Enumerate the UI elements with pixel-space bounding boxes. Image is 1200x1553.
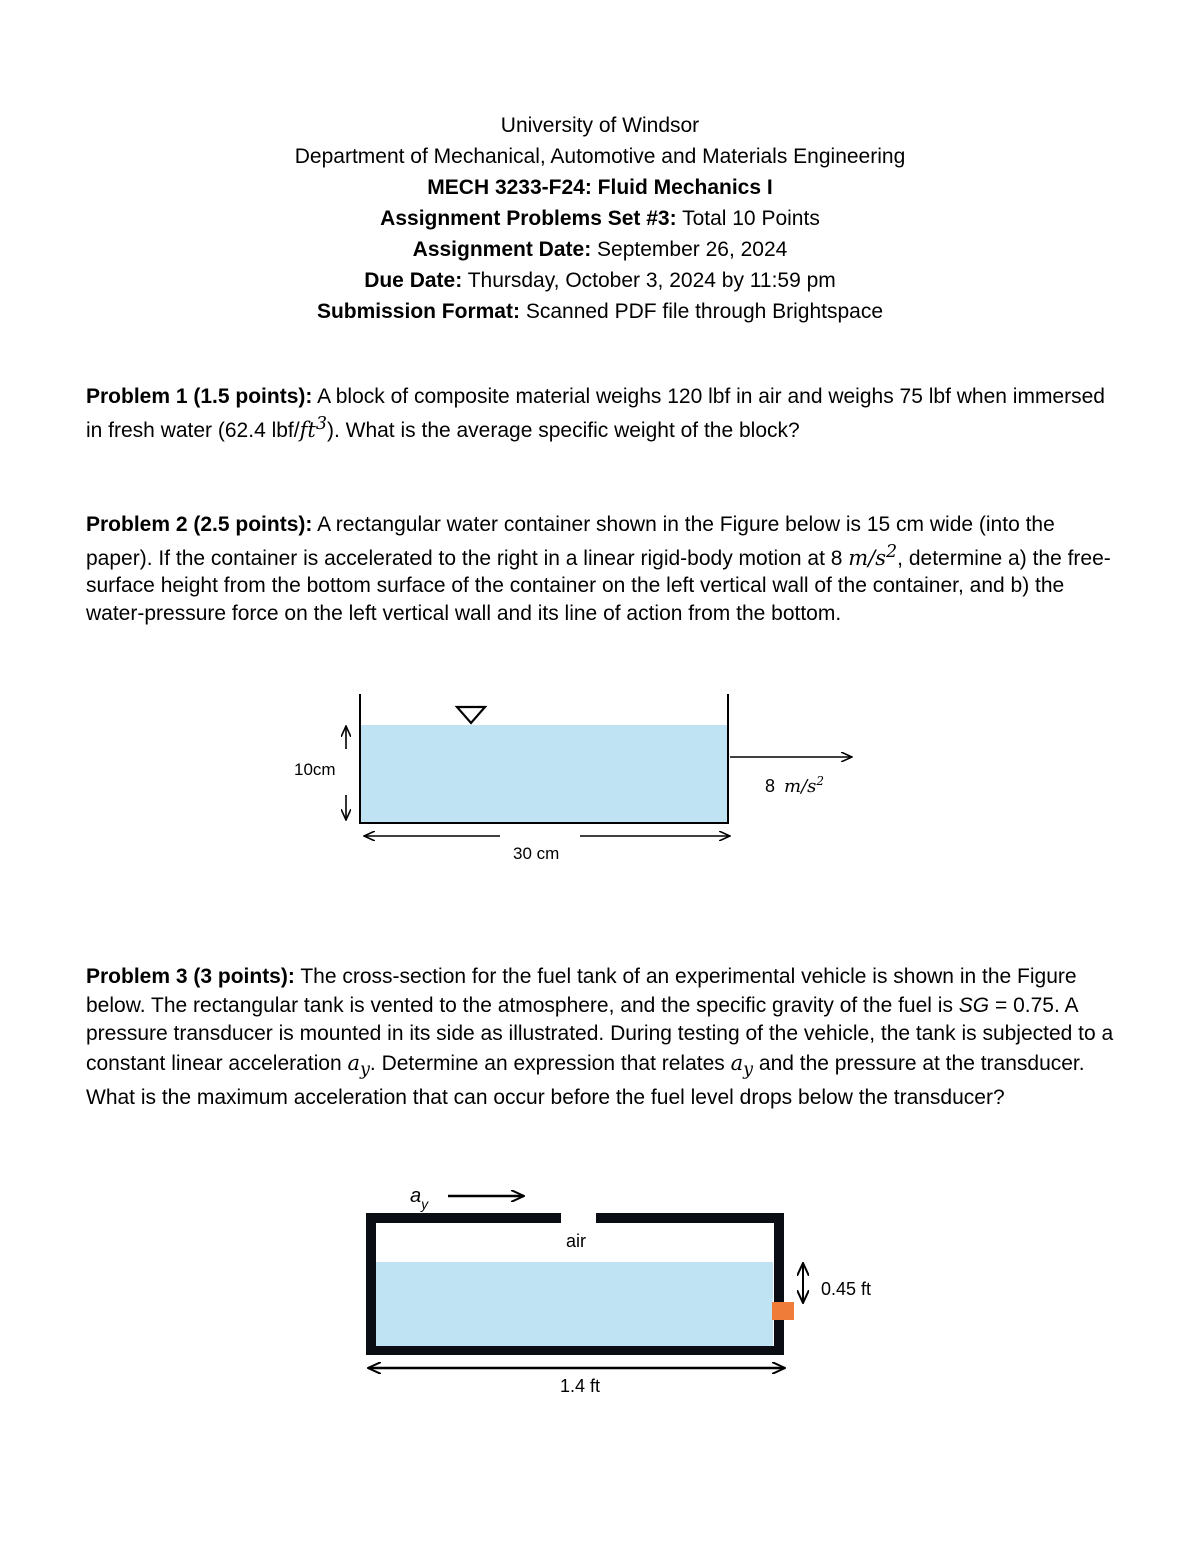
department-name: Department of Mechanical, Automotive and Materials Engineering [294, 145, 906, 168]
acceleration-unit-exponent: 2 [816, 774, 825, 788]
tank-accel-a: a [410, 1185, 422, 1207]
tank-top-left [366, 1213, 561, 1223]
acceleration-unit: m/s [784, 776, 817, 797]
free-surface-symbol-icon [457, 707, 485, 723]
fuel-body [375, 1262, 773, 1348]
problem-2-text-a: A rectangular water container shown in the Figure below is 15 cm wide (into the paper). If the container is accelerated to the right in a linear rigid-body motion at 8 [86, 513, 1055, 570]
problem-3-accel-a-2: a [730, 1050, 744, 1075]
due-date-value: Thursday, October 3, 2024 by 11:59 pm [467, 269, 836, 292]
problem-3 [86, 963, 1116, 1113]
problem-3-sg-value: = 0.75 [994, 993, 1054, 1017]
problem-2-text-b: , determine a) the free-surface height from the bottom surface of the container on the left vertical wall of the container, and b) the water-pressure force on the left vertical wall and its line of action from the bottom. [86, 546, 1111, 625]
problem-2-unit: m/s [848, 545, 887, 570]
due-date [0, 265, 1200, 296]
water-body [360, 725, 728, 823]
tank-acceleration-label [410, 1185, 429, 1212]
problem-2-title: Problem 2 (2.5 points): [86, 513, 313, 536]
document-header [0, 110, 1200, 327]
submission-format-value: Scanned PDF file through Brightspace [525, 300, 884, 323]
tank-wall-bottom [366, 1346, 784, 1355]
tank-accel-sub: y [421, 1196, 429, 1212]
figure-water-container [280, 680, 880, 870]
depth-label: 0.45 ft [821, 1279, 872, 1299]
course-title [0, 172, 1200, 203]
assignment-date-label: Assignment Date: [412, 238, 592, 261]
acceleration-value: 8 [765, 776, 776, 796]
problem-3-text-a: The cross-section for the fuel tank of an experimental vehicle is shown in the Figure below. The rectangular tank is vented to the atmosphere, and the specific gravity of the fuel is [86, 965, 1077, 1017]
submission-format-label: Submission Format: [316, 300, 520, 323]
problem-1-text-a: A block of composite material weighs 120 lbf in air and weighs 75 lbf when immersed in fresh water (62.4 lbf/ [86, 385, 1105, 442]
assignment-date [0, 234, 1200, 265]
assignment-set [0, 203, 1200, 234]
pressure-transducer [772, 1302, 794, 1320]
tank-top-right [596, 1213, 784, 1223]
submission-format [0, 296, 1200, 327]
problem-3-text-b: . A pressure transducer is mounted in its side as illustrated. During testing of the vehicle, the tank is subjected to a constant linear acceleration [86, 993, 1114, 1075]
problem-1-text-b: ). What is the average specific weight of the block? [326, 418, 800, 442]
problem-3-accel-symbol [347, 1050, 370, 1080]
assignment-set-value: Total 10 Points [682, 207, 820, 230]
problem-3-accel-symbol-2 [730, 1050, 754, 1080]
course-code: MECH 3233-F24: Fluid Mechanics I [427, 176, 773, 199]
problem-3-accel-sub-2: y [743, 1059, 754, 1080]
problem-3-text-c: . Determine an expression that relates [369, 1051, 725, 1075]
problem-2-unit-exponent: 2 [886, 541, 898, 562]
tank-width-label: 1.4 ft [560, 1376, 601, 1396]
problem-3-accel-a: a [347, 1050, 361, 1075]
tank-wall-left [366, 1213, 376, 1355]
width-label: 30 cm [513, 844, 560, 863]
assignment-date-value: September 26, 2024 [597, 238, 788, 261]
air-label: air [566, 1231, 587, 1251]
problem-1-title: Problem 1 (1.5 points): [86, 385, 313, 408]
problem-2 [86, 511, 1116, 627]
height-label: 10cm [294, 760, 336, 779]
problem-1 [86, 383, 1116, 444]
acceleration-label [765, 774, 824, 797]
problem-3-sg-symbol: SG [958, 993, 990, 1017]
problem-3-title: Problem 3 (3 points): [86, 965, 295, 988]
tank-wall-right [774, 1213, 784, 1355]
due-date-label: Due Date: [364, 269, 463, 292]
problem-1-unit: ft [299, 417, 316, 442]
assignment-set-label: Assignment Problems Set #3: [380, 207, 677, 230]
figure-fuel-tank [340, 1170, 920, 1410]
problem-1-unit-exponent: 3 [315, 413, 327, 434]
problem-3-text-d: and the pressure at the transducer. What is the maximum acceleration that can occur before the fuel level drops below the transducer? [86, 1051, 1085, 1110]
problem-3-accel-sub: y [360, 1059, 370, 1080]
university-name: University of Windsor [500, 114, 700, 137]
